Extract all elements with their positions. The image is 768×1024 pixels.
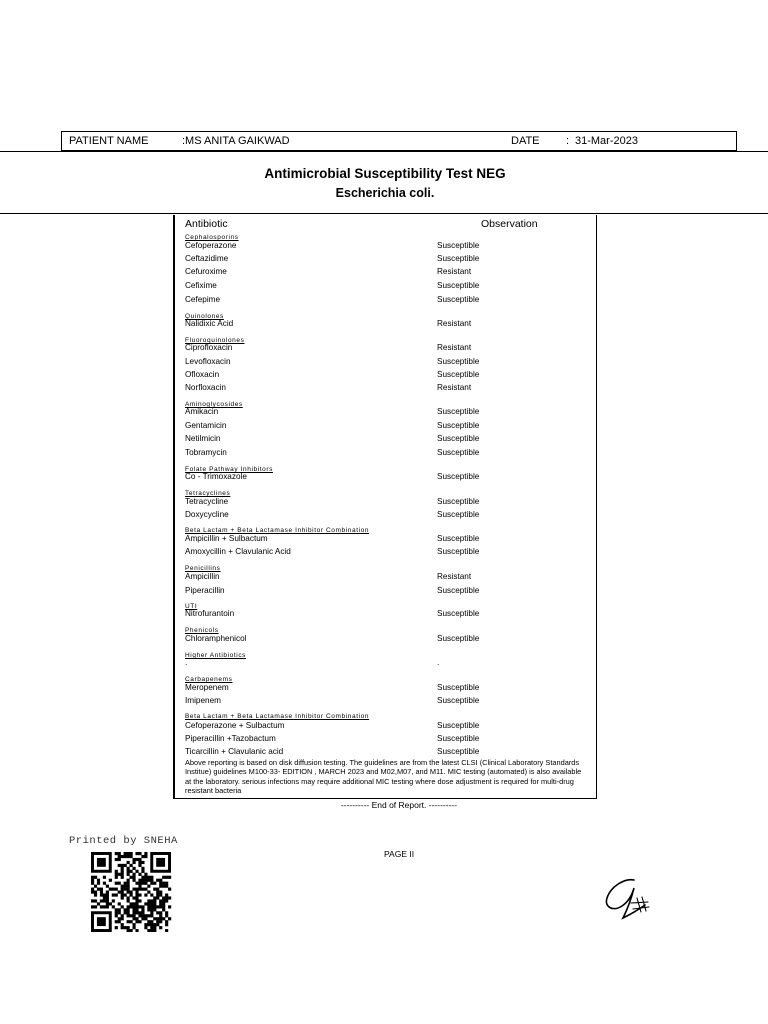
observation-value: Susceptible bbox=[437, 547, 480, 556]
antibiotic-class-heading: Carbapenems bbox=[185, 676, 233, 683]
antibiotic-class-heading: Penicillins bbox=[185, 565, 221, 572]
observation-value: Susceptible bbox=[437, 696, 480, 705]
disclaimer-note: Above reporting is based on disk diffusion testing. The guidelines are from the latest CLSI (Clinical Laboratory Standards Institue) guidelines M100-33- EDITION , MARCH 2023 and M02,M07, and M11. MIC testing (automated) is also available at the laboratory. serious infections may require additional MIC testing where dose adjustment is required for multi-drug resistant bacteria bbox=[185, 758, 582, 796]
date-label: DATE bbox=[511, 135, 540, 147]
antibiotic-name: Piperacillin +Tazobactum bbox=[185, 734, 276, 743]
observation-value: Susceptible bbox=[437, 407, 480, 416]
antibiotic-name: Amoxycillin + Clavulanic Acid bbox=[185, 547, 291, 556]
observation-value: Susceptible bbox=[437, 448, 480, 457]
antibiotic-name: . bbox=[185, 658, 188, 667]
end-of-report: ---------- End of Report. ---------- bbox=[340, 800, 458, 810]
observation-value: Susceptible bbox=[437, 734, 480, 743]
antibiotic-name: Ticarcillin + Clavulanic acid bbox=[185, 747, 284, 756]
printed-by: Printed by SNEHA bbox=[69, 835, 178, 847]
antibiotic-class-heading: Fluoroquinolones bbox=[185, 337, 245, 344]
observation-value: Resistant bbox=[437, 572, 472, 581]
signature-icon bbox=[601, 876, 653, 924]
antibiotic-class-heading: Higher Antibiotics bbox=[185, 652, 247, 659]
antibiotic-name: Tetracycline bbox=[185, 497, 229, 506]
observation-value: Susceptible bbox=[437, 421, 480, 430]
antibiotic-name: Norfloxacin bbox=[185, 383, 226, 392]
qr-code-icon bbox=[91, 852, 173, 932]
table-left-border bbox=[174, 215, 175, 798]
observation-value: Susceptible bbox=[437, 434, 480, 443]
observation-value: Susceptible bbox=[437, 586, 480, 595]
antibiotic-name: Doxycycline bbox=[185, 510, 229, 519]
observation-value: Resistant bbox=[437, 383, 472, 392]
antibiotic-name: Ofloxacin bbox=[185, 370, 220, 379]
antibiotic-name: Gentamicin bbox=[185, 421, 227, 430]
observation-value: Susceptible bbox=[437, 721, 480, 730]
antibiotic-class-heading: UTI bbox=[185, 603, 198, 610]
column-header-antibiotic: Antibiotic bbox=[185, 218, 228, 230]
page-number: PAGE II bbox=[384, 849, 415, 859]
report-title: Antimicrobial Susceptibility Test NEG bbox=[264, 166, 506, 181]
observation-value: Susceptible bbox=[437, 683, 480, 692]
antibiotic-name: Tobramycin bbox=[185, 448, 227, 457]
antibiotic-name: Cefoperazone bbox=[185, 241, 237, 250]
antibiotic-class-heading: Tetracyclines bbox=[185, 490, 231, 497]
antibiotic-name: Cefoperazone + Sulbactum bbox=[185, 721, 285, 730]
antibiotic-name: Ampicillin + Sulbactum bbox=[185, 534, 268, 543]
results-table bbox=[173, 215, 597, 799]
antibiotic-name: Levofloxacin bbox=[185, 357, 231, 366]
antibiotic-class-heading: Quinolones bbox=[185, 313, 224, 320]
antibiotic-name: Cefepime bbox=[185, 295, 221, 304]
column-header-observation: Observation bbox=[481, 218, 538, 230]
antibiotic-class-heading: Folate Pathway Inhibitors bbox=[185, 466, 273, 473]
observation-value: Susceptible bbox=[437, 497, 480, 506]
observation-value: . bbox=[437, 658, 440, 667]
observation-value: Susceptible bbox=[437, 634, 480, 643]
observation-value: Resistant bbox=[437, 267, 472, 276]
observation-value: Susceptible bbox=[437, 472, 480, 481]
antibiotic-class-heading: Phenicols bbox=[185, 627, 219, 634]
patient-header bbox=[61, 131, 737, 151]
antibiotic-name: Nitrofurantoin bbox=[185, 609, 235, 618]
observation-value: Susceptible bbox=[437, 357, 480, 366]
observation-value: Susceptible bbox=[437, 534, 480, 543]
antibiotic-name: Ceftazidime bbox=[185, 254, 229, 263]
antibiotic-name: Chloramphenicol bbox=[185, 634, 247, 643]
observation-value: Resistant bbox=[437, 319, 472, 328]
observation-value: Susceptible bbox=[437, 241, 480, 250]
date-colon: : bbox=[566, 135, 570, 147]
antibiotic-name: Ciprofloxacin bbox=[185, 343, 233, 352]
antibiotic-class-heading: Beta Lactam + Beta Lactamase Inhibitor Combination bbox=[185, 713, 370, 720]
antibiotic-name: Nalidixic Acid bbox=[185, 319, 234, 328]
observation-value: Susceptible bbox=[437, 370, 480, 379]
observation-value: Susceptible bbox=[437, 295, 480, 304]
observation-value: Susceptible bbox=[437, 281, 480, 290]
observation-value: Susceptible bbox=[437, 254, 480, 263]
title-divider bbox=[0, 213, 768, 214]
observation-value: Resistant bbox=[437, 343, 472, 352]
antibiotic-name: Co - Trimoxazole bbox=[185, 472, 247, 481]
antibiotic-name: Amikacin bbox=[185, 407, 219, 416]
antibiotic-name: Netilmicin bbox=[185, 434, 221, 443]
organism-name: Escherichia coli. bbox=[335, 186, 435, 200]
date-value: 31-Mar-2023 bbox=[575, 135, 638, 147]
patient-name-label: PATIENT NAME bbox=[69, 135, 149, 147]
antibiotic-name: Imipenem bbox=[185, 696, 221, 705]
antibiotic-class-heading: Beta Lactam + Beta Lactamase Inhibitor Combination bbox=[185, 527, 370, 534]
antibiotic-name: Ampicillin bbox=[185, 572, 220, 581]
observation-value: Susceptible bbox=[437, 747, 480, 756]
header-divider bbox=[0, 151, 768, 152]
antibiotic-name: Meropenem bbox=[185, 683, 229, 692]
antibiotic-name: Piperacillin bbox=[185, 586, 225, 595]
patient-name-value: :MS ANITA GAIKWAD bbox=[182, 135, 290, 147]
antibiotic-name: Cefixime bbox=[185, 281, 217, 290]
antibiotic-name: Cefuroxime bbox=[185, 267, 227, 276]
observation-value: Susceptible bbox=[437, 609, 480, 618]
antibiotic-class-heading: Cephalosporins bbox=[185, 234, 239, 241]
observation-value: Susceptible bbox=[437, 510, 480, 519]
antibiotic-class-heading: Aminoglycosides bbox=[185, 401, 243, 408]
